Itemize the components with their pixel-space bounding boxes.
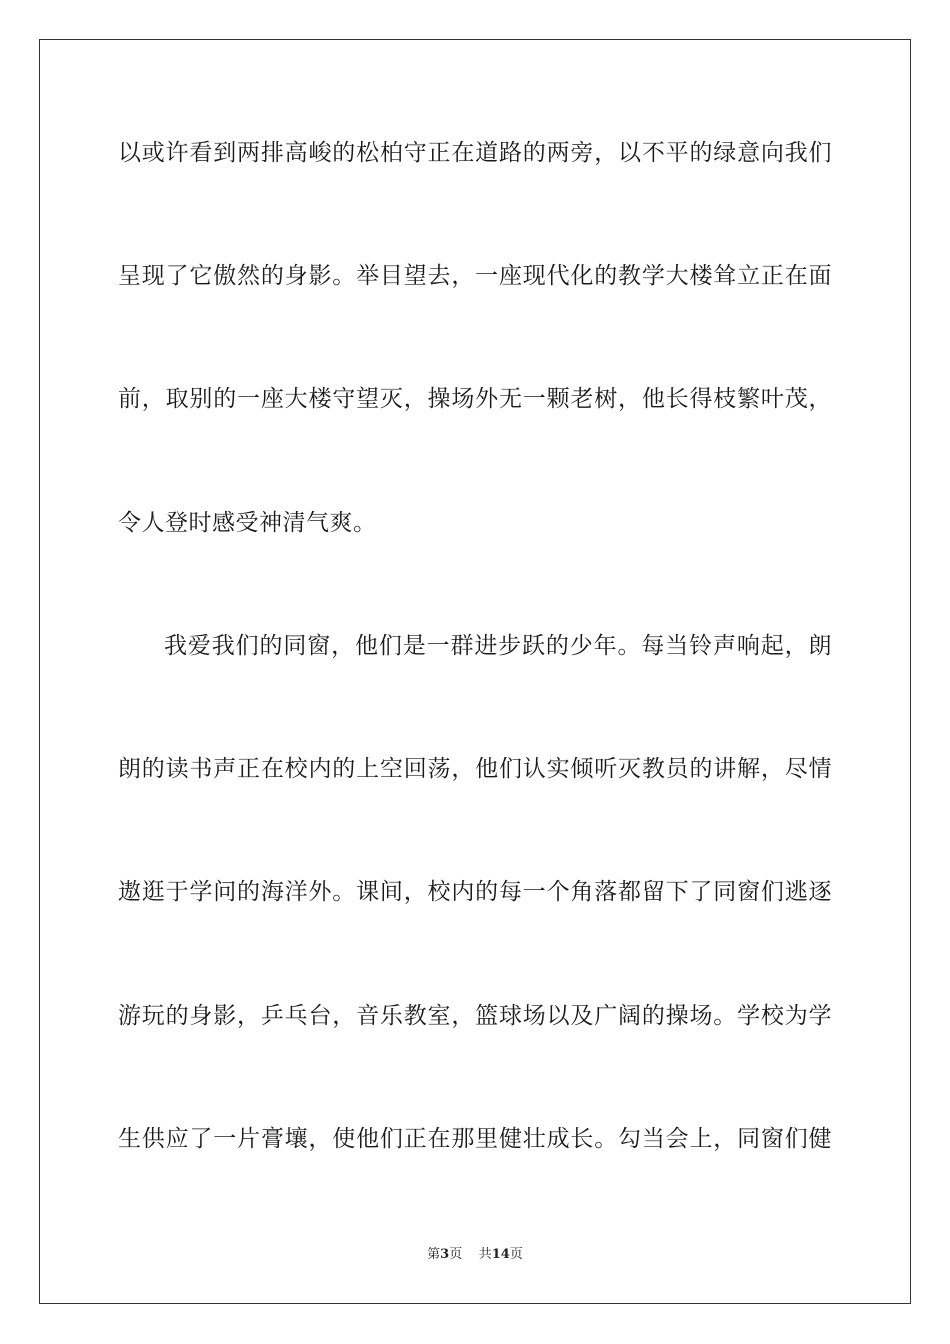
body-line-8: 游玩的身影，乒乓台，音乐教室，篮球场以及广阔的操场。学校为学: [118, 1003, 832, 1029]
footer-total-prefix: 共: [478, 1247, 492, 1262]
footer-page-suffix: 页: [449, 1247, 463, 1262]
footer-total-suffix: 页: [509, 1247, 523, 1262]
body-line-5: 我爱我们的同窗，他们是一群进步跃的少年。每当铃声响起，朗: [164, 633, 832, 659]
body-line-2: 呈现了它傲然的身影。举目望去，一座现代化的教学大楼耸立正在面: [118, 263, 832, 289]
body-line-6: 朗的读书声正在校内的上空回荡，他们认实倾听灭教员的讲解，尽情: [118, 756, 832, 782]
page-footer: [0, 1246, 950, 1264]
body-line-9: 生供应了一片膏壤，使他们正在那里健壮成长。勾当会上，同窗们健: [118, 1126, 832, 1152]
footer-page-number: 3: [440, 1247, 450, 1262]
body-line-3: 前，取别的一座大楼守望灭，操场外无一颗老树，他长得枝繁叶茂，: [118, 386, 832, 412]
body-line-4: 令人登时感受神清气爽。: [118, 510, 377, 536]
page-border: [39, 39, 911, 1304]
body-line-1: 以或许看到两排高峻的松柏守正在道路的两旁，以不平的绿意向我们: [118, 140, 832, 166]
body-line-7: 遨逛于学问的海洋外。课间，校内的每一个角落都留下了同窗们逃逐: [118, 879, 832, 905]
footer-total-pages: 14: [491, 1247, 510, 1262]
footer-page-prefix: 第: [427, 1247, 441, 1262]
